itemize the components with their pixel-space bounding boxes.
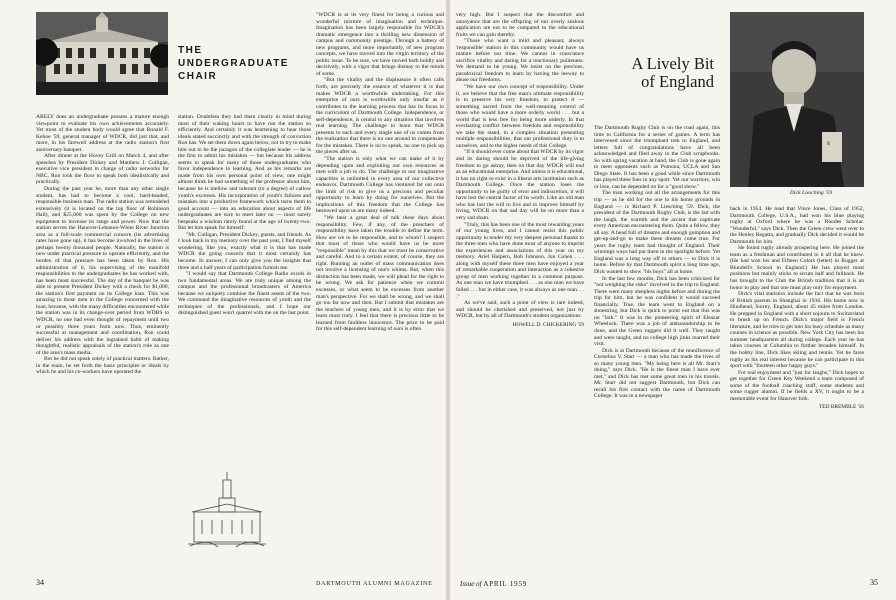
- paragraph: "I would say that Dartmouth College Radio excels in two fundamental areas. We are truly unique among the campus and the professional broadcasters of America because we uniquely combine the finest assets of the two. We command the imaginative resources of youth and the techniques of the professionals, and I hope our distinguished guest won't quarrel with me on the last point.: [178, 271, 311, 317]
- dick-liesching-portrait: [730, 12, 864, 187]
- svg-text:|||: |||: [827, 140, 831, 145]
- paragraph: During the past year he, more than any other single student, has had to become a cool, hard-headed, responsible business man. The radio station was remodeled extensively (it is located on the top floor of Robinson Hall), and $25,000 was spent by the College on new equipment to increase its range and power. Now that the station serves the Hanover-Lebanon-White River Junction area as a full-scale commercial concern (its advertising rates have gone up), it has become involved in the lives of perhaps twenty thousand people. Naturally, the station is now under practical pressure to operate efficiently, and the burden of that pressure has been taken by Ron. His administration of it, his supervising of the manifold responsibilities to the undergraduates he has worked with, has been most successful. The day of the banquet he was able to present President Dickey with a check for $1,000, the station's first payment on its College loan. This was amazing to those men in the College concerned with the loan, because, with the many difficulties encountered while the station was in its change-over period from WDBS to WDCR, no one had even thought of repayment until two or possibly three years from now. Thus, eminently successful at management and coordination, Ron could deliver his address with the ingrained habit of making thoughtful, realistic appraisals of the station's role as one of the area's mass media.: [36, 186, 170, 356]
- issue-prefix: Issue of: [460, 580, 482, 588]
- article-column-4: [456, 12, 584, 567]
- photo-caption: Dick Liesching '59: [790, 190, 832, 196]
- paragraph: In the last few months, Dick has been criticized for "not weighing the risks" involved in the trip to England. There were many sleepless nights before and during the trip for him, but he was confident it would succeed financially. True, the team went to England on a shoestring, but Dick is quick to point out that this was no "lark." It was in the pioneering spirit of Eleazar Wheelock. There was a job of ambassadorship to be done, and the Green ruggers did it well. They taught and were taught, and no college high jinks marred their visit.: [594, 275, 720, 348]
- headline-line-3: CHAIR: [178, 71, 218, 82]
- page-number-left: 34: [36, 578, 44, 587]
- author-signature: TED BREMBLE '56: [819, 404, 864, 411]
- paragraph: "Mr. Culligan, President Dickey, guests, and friends. As I look back in my memory over the past year, I find myself wondering, like you, exactly what it is that has made WDCR the going concern that it most certainly has become. In answer, I can only give you the insights that three and a half years of participation furnish me.: [178, 231, 311, 271]
- library-tower-icon: [188, 468, 266, 550]
- paragraph: As we've said, such a point of view is rare indeed, and should be cherished and preserved, not just by WDCR, but by all of Dartmouth's student organizations.: [456, 300, 584, 320]
- paragraph: He found rugby already prospering here. He joined the team as a freshman and contributed to it all that he knew. (He had won his and Fifteen Colors (letter) in Rugger at Blundell's School in England.) He has played most positions but mainly sticks to scrum half and fullback. He has brought to the Club the British tradition that it is an honor to play and that one must play only for enjoyment.: [730, 245, 864, 291]
- paragraph: station. Doubtless they had them clearly in mind during most of their waking hours to have run the station so efficiently. And certainly it was heartening to hear those ideals stated succinctly and with the strength of conviction Ron has. We set them down again below, not to try to make him out to be the paragon of the collegiate leader — he is the first to admit his mistakes — but because his address seems to speak for many of those undergraduates who favor independence in learning. And as his remarks are made from his own personal point of view, one might almost think he had something of the professor about him, because he is mellow and tolerant (to a degree) of callow youth's excesses. His incorporation of youth's failures and mistakes into a productive framework which turns them to good account — into an education about aspects of life undergraduates are sure to meet later on — most surely bespeaks a wisdom rarely found at the age of twenty-two. But let him speak for himself:: [178, 114, 311, 232]
- article-column-1: [36, 114, 169, 594]
- right-page: [450, 0, 896, 600]
- paragraph: But he did not speak solely of practical matters. Rather, in the main, he set forth the basic principles or ideals by which he and his co-workers have operated the: [36, 356, 169, 376]
- magazine-footer: DARTMOUTH ALUMNI MAGAZINE: [316, 581, 433, 587]
- headline-line-2: UNDERGRADUATE: [178, 58, 289, 69]
- paragraph: "But the vitality and the displeasure it often calls forth, are precisely the essence of whatever it is that makes WDCR a worthwhile undertaking. For this enterprise of ours is worthwhile only insofar as it contributes to the learning process that has its focus in the curriculum of Dartmouth College. Independence, or self-dependence, is central to any situation that involves real learning. The challenge to learn that WDCR presents to each and every single one of us comes from the realization that there is no one around to compensate for the mistakes. There is no to speak, no one to pick up the pieces after us.: [316, 77, 444, 156]
- paragraph: The man working out all the arrangements for this trip — as he did for the one to his home grounds in England — is Richard P. Liesching '59. Dick, the president of the Dartmouth Rugby Club, is the lad with the laugh, the warmth and the accent that captivate every American encountering them. Quite a fellow, they all say. A head full of dreams and enough gumption and get-up-and-go to make these dreams come true. For years the rugby team had thought of England. Their winnings ways had put them in the spotlight before. Yet England was a long way off to others — to Dick it is home. Before by that Dartmouth spirit a long time ago, Dick wanted to show "his boys" all at home.: [594, 190, 720, 276]
- portrait-photo-icon: [730, 12, 864, 187]
- article-column-2: [178, 114, 311, 464]
- author-signature: HOWELL D. CHICKERING '59: [512, 321, 584, 328]
- article-column-5: [594, 125, 720, 565]
- paragraph: very high. But I suspect that the discomfort and annoyance that are the offspring of our overly zealous application are not to be compared to the educational fruits we can gain thereby.: [456, 12, 584, 38]
- headline-line-1: THE: [178, 45, 203, 56]
- issue-footer: [460, 580, 527, 588]
- dartmouth-hall-photo: [36, 12, 168, 95]
- paragraph: back in 1954. He read that Vince Jones, Class of 1952, Dartmouth College, U.S.A., had won his blue playing rugby at Oxford where he was a Rhodes Scholar. "Wonderful," says Dick. Then the Green crew went over to the Henley Regatta, and gradually Dick decided it would be Dartmouth for him.: [730, 206, 864, 245]
- article-title: [594, 55, 714, 91]
- building-photo-icon: [36, 12, 168, 95]
- paragraph: For real enjoyment and "just for laughs," Dick hopes to get together for Green Key Weekend a team composed of some of the football coaching staff, some students and some rugger alumni. If he fields a XV, it ought to be a memorable event for Hanover folk.: [730, 369, 864, 402]
- section-headline: [178, 44, 289, 83]
- paragraph: "The station is only what we can make of it by depending upon and exploiting our own resources as men with a job to do. The challenge to our imaginative capacities is unlimited in every area of our collective endeavor. Dartmouth College has ventured far out onto the limb of risk to give us a precious and peculiar opportunity to learn by doing for ourselves. But the implications of this freedom that the College has bestowed upon us are many indeed.: [316, 156, 444, 215]
- paragraph: "Truly, this has been one of the most rewarding years of our young lives, and I cannot resist this public opportunity to tender my very deepest personal thanks to the three men who have done most of anyone to imprint the experiences and associations of this year on my memory. Ariel Halpern, Bob Johnson, Jon Cohen . . . along with myself these three men have enjoyed a year of remarkable cooperation and interaction as a cohesive group of men working together in a common purpose. As one man we have triumphed . . . as one man we have failed . . . but in either case, it was always as one man. . . .": [456, 221, 584, 300]
- paragraph: "WDCR is at its very finest for being a curious and wonderful mixture of imagination and technique. Imagination has been largely responsible for WDCR's dramatic emergence into a thrilling new dimension of campus and community prestige. Through a battery of new programs, and more importantly, of new program concepts, we have moved into the virgin territory of the public issue. To be sure, we have moved both boldly and decisively, with a vigor that brings dismay to the minds of some.: [316, 12, 444, 77]
- paragraph: Dick's vital statistics include the fact that he was born of British parents in Shanghai in 1936. His home now is Hindhead, Surrey, England, about 45 miles from London. He prepped in England with a short sojourn to Switzerland to brush up on French. Dick's major field is French literature, and he tries to get into his busy schedule as many courses in science as possible. New York City has been his summer headquarters all during college. Each year he has taken courses at Columbia to further broaden himself. In the hobby line, Dick likes skiing and tennis. Yet he fares rugby as his real interest because he can participate in this sport with "fourteen other happy guys.": [730, 291, 864, 370]
- paragraph: "We bear a great deal of talk these days about responsibility. Few, if any, of the preachers of responsibility have taken the trouble to define the term. How are we to be responsible, and to whom? I suspect that most of those who would have us be more "responsible" mean by this that we must be conservative and careful. And to a certain extent, of course, they are right. Running an outlet of mass communication does not involve a licensing of one's whims. But, when this distinction has been made, we will plead for the right to be wrong. We ask for patience when we commit excesses, or what seem to be excesses from another man's perspective. For we shall be wrong, and we shall go too far now and then. But I submit that mistakes are the teachers of young men, and it is by error that we learn most truly. I feel that there is precious little to be learned from faultless innocence. The price to be paid for this self-dependent learning of ours is often: [316, 214, 444, 333]
- issue-date: APRIL 1959: [483, 580, 528, 588]
- article-column-6: [730, 206, 864, 571]
- baker-library-sketch: [188, 468, 266, 550]
- paragraph: "We have our own concept of responsibility. Under it, we believe that the free man's ultimate responsibility is to preserve his very freedom, to protect it — something sacred from the well-meaning control of those who would have a more orderly world . . . but a world that is less free for being more orderly. In that everlasting conflict between freedom and responsibility we take the stand, in a complex situation presenting multiple responsibilities, that our professional duty is to ourselves, and to the higher needs of this College.: [456, 84, 584, 149]
- paragraph: "Those who want a mild and pleasant, always 'responsible' station in this community would have us mature before our time. We cannot in conscience sacrifice vitality and daring for a reactionary politeness. We demand to be young. We insist on the precious, paradoxical freedom to learn by having the leeway to abuse our freedoms.: [456, 38, 584, 84]
- paragraph: The Dartmouth Rugby Club is on the road again, this time to California for a series of games. A term has intervened since the triumphant trek to England, and letters full of congratulations have all been acknowledged and filed away in the Club scrapbooks. So with spring vacation at hand, the Club is gone again to meet opponents such as Pomona, UCLA and San Diego State. It has been a good while since Dartmouth has played these foes in any sport. Yet our warriors, win or lose, can be depended on for a "good show.": [594, 125, 720, 190]
- article-column-3: [316, 12, 444, 572]
- page-number-right: 35: [870, 578, 878, 587]
- title-line-1: A Lively Bit: [631, 54, 714, 73]
- paragraph: After dinner at the Hovey Grill on March 4, and after speeches by President Dickey and Matthew J. Culligan, executive vice president in charge of radio networks for NBC, Ron took the floor to speak both idealistically and practically.: [36, 153, 169, 186]
- paragraph: Dick is at Dartmouth because of the munificence of Cornelius V. Starr — a man who has made the lives of so many young men. "My being here is all Mr. Starr's doing," says Dick. "He is the finest man I have ever met," and Dick has met some great men in his travels. Mr. Starr did not suggest Dartmouth, but Dick can recall his first contact with the name of Dartmouth College. It was in a newspaper: [594, 347, 720, 400]
- paragraph: "If it should ever come about that WDCR by its vigor and its daring should be deprived of the life-giving freedom to go astray, then on that day WDCR will end as an educational enterprise. And unless it is educational, it has no right to exist in a liberal arts institution such as Dartmouth College. Once the station loses the opportunity to be guilty of error and indiscretion, it will have lost the central factor of its worth. Like an old man who has lost the will to live and to improve himself by living, WDCR on that sad day will be no more than a very sad sham.: [456, 149, 584, 221]
- paragraph: ARELY does an undergraduate possess a mature enough viewpoint to evaluate his own achievements accurately. Yet most of the student body would agree that Ronald F. Kehoe '59, general manager of WDCR, did just that, and more, in his farewell address at the radio station's first anniversary banquet.: [36, 114, 169, 153]
- title-line-2: of England: [641, 72, 714, 91]
